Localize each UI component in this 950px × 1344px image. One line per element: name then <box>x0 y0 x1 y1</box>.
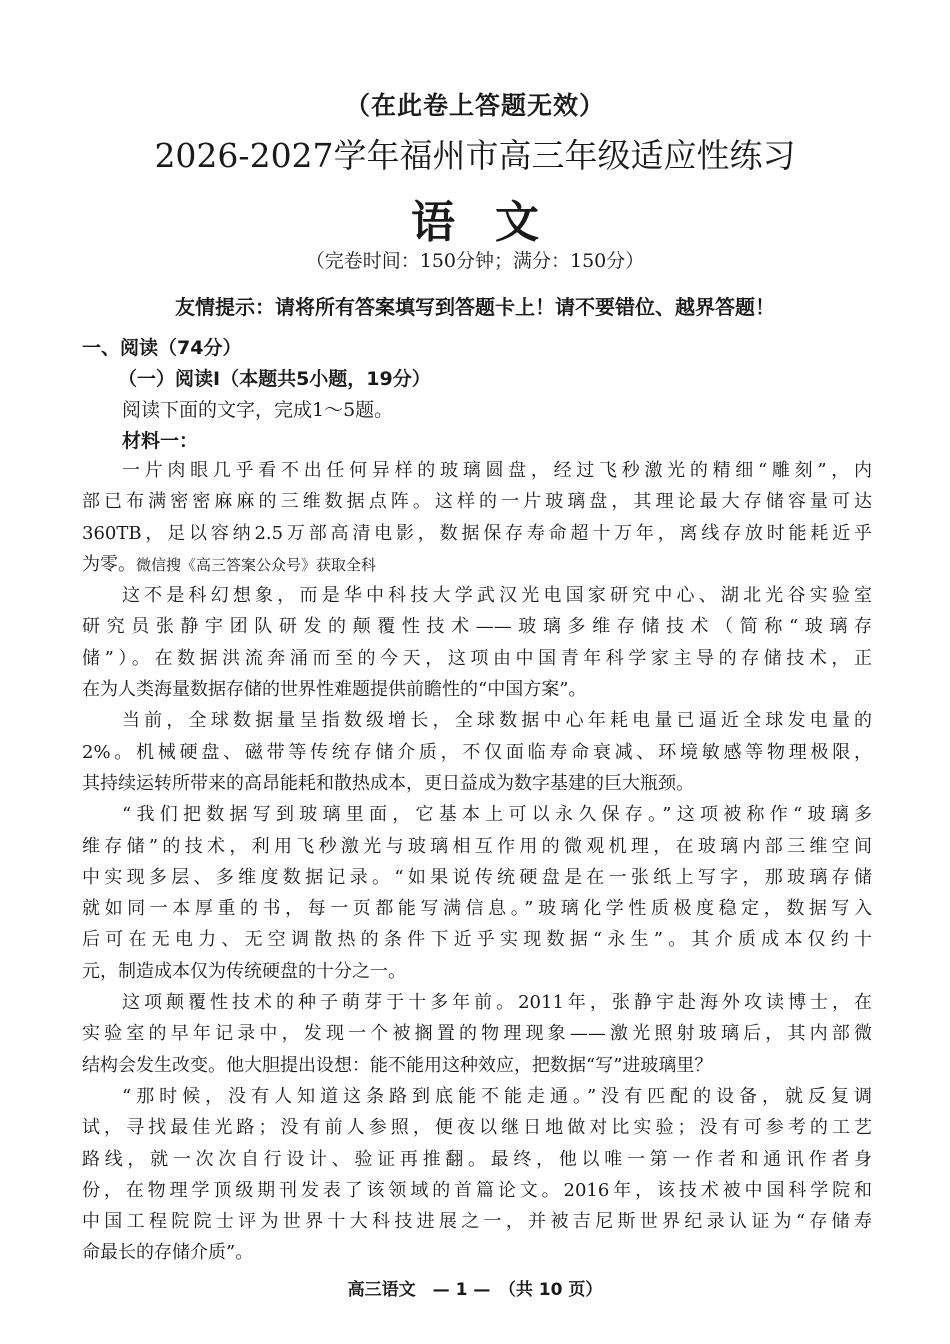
passage-line <box>82 1144 872 1175</box>
subject-title: 语文 <box>411 197 579 248</box>
passage-text: 实验室的早年记录中，发现一个被搁置的物理现象——激光照射玻璃后，其内部微 <box>82 1023 872 1045</box>
passage-text: 这不是科幻想象，而是华中科技大学武汉光电国家研究中心、湖北光谷实验室 <box>122 585 872 607</box>
passage-line <box>82 1237 872 1268</box>
passage-line <box>82 486 872 517</box>
exam-title: 2026-2027学年福州市高三年级适应性练习 <box>154 136 796 175</box>
friendly-tip: 友情提示：请将所有答案填写到答题卡上！请不要错位、越界答题！ <box>175 295 775 319</box>
passage-line <box>82 611 872 642</box>
reading-instruction: 阅读下面的文字，完成1～5题。 <box>122 399 394 421</box>
passage-text: 这项颠覆性技术的种子萌芽于十多年前。2011年，张静宇赴海外攻读博士，在 <box>122 992 872 1014</box>
passage-line <box>82 580 872 611</box>
passage-line <box>82 1175 872 1206</box>
passage-line <box>82 924 872 955</box>
passage-text: 命最长的存储介质”。 <box>82 1242 254 1264</box>
passage-text: 2%。机械硬盘、磁带等传统存储介质，不仅面临寿命衰减、环境敏感等物理极限， <box>82 741 872 763</box>
passage-text: 为零。 <box>82 553 136 575</box>
passage-line <box>82 987 872 1018</box>
passage-text: 维存储”的技术，利用飞秒激光与玻璃相互作用的微观机理，在玻璃内部三维空间 <box>82 835 872 857</box>
passage-line <box>82 737 872 768</box>
passage-text: 中国工程院院士评为世界十大科技进展之一，并被吉尼斯世界纪录认证为“存储寿 <box>82 1211 872 1233</box>
passage-text: 360TB，足以容纳2.5万部高清电影，数据保存寿命超十万年，离线存放时能耗近乎 <box>82 522 872 544</box>
passage-text: 份，在物理学顶级期刊发表了该领域的首篇论文。2016年，该技术被中国科学院和 <box>82 1179 872 1201</box>
passage-text: 就如同一本厚重的书，每一页都能写满信息。”玻璃化学性质极度稳定，数据写入 <box>82 898 872 920</box>
passage-text: 研究员张静宇团队研发的颠覆性技术——玻璃多维存储技术（简称“玻璃存 <box>82 616 872 638</box>
passage-text: 当前，全球数据量呈指数级增长，全球数据中心年耗电量已逼近全球发电量的 <box>122 710 872 732</box>
subsection-heading: （一）阅读Ⅰ（本题共5小题，19分） <box>118 368 431 390</box>
invalid-answer-notice: （在此卷上答题无效） <box>344 91 605 120</box>
material-label: 材料一： <box>122 430 199 452</box>
section-heading: 一、阅读（74分） <box>82 337 242 359</box>
passage-line <box>82 1018 872 1049</box>
passage-text: 储”）。在数据洪流奔涌而至的今天，这项由中国青年科学家主导的存储技术，正 <box>82 647 872 669</box>
watermark-text: 微信搜《高三答案公众号》获取全科 <box>136 555 377 574</box>
passage-text: 一片肉眼几乎看不出任何异样的玻璃圆盘，经过飞秒激光的精细“雕刻”，内 <box>122 460 872 481</box>
passage-text: 后可在无电力、无空调散热的条件下近乎实现数据“永生”。其介质成本仅约十 <box>82 929 872 951</box>
passage-line <box>82 1112 872 1143</box>
passage-text: 结构会发生改变。他大胆提出设想：能不能用这种效应，把数据“写”进玻璃里？ <box>82 1054 713 1076</box>
exam-time-info: （完卷时间：150分钟；满分：150分） <box>305 250 645 272</box>
passage-line <box>82 1050 872 1081</box>
passage-line <box>82 1206 872 1237</box>
passage-line <box>82 455 872 486</box>
passage-text: 试，寻找最佳光路；没有前人参照，便夜以继日地做对比实验；没有可参考的工艺 <box>82 1117 872 1139</box>
passage-line <box>82 831 872 862</box>
passage-text: 元，制造成本仅为传统硬盘的十分之一。 <box>82 960 406 982</box>
passage-line <box>82 518 872 549</box>
passage-line <box>82 862 872 893</box>
page-footer: 高三语文 — 1 — （共 10 页） <box>347 1280 603 1300</box>
passage-text: 中实现多层、多维度数据记录。“如果说传统硬盘是在一张纸上写字，那玻璃存储 <box>82 866 872 888</box>
passage-line <box>82 643 872 674</box>
passage-text: 在为人类海量数据存储的世界性难题提供前瞻性的“中国方案”。 <box>82 679 587 701</box>
passage-text: 部已布满密密麻麻的三维数据点阵。这样的一片玻璃盘，其理论最大存储容量可达 <box>82 491 872 513</box>
passage-text: “我们把数据写到玻璃里面，它基本上可以永久保存。”这项被称作“玻璃多 <box>122 804 872 826</box>
passage-line <box>82 799 872 830</box>
passage-text: 其持续运转所带来的高昂能耗和散热成本，更日益成为数字基建的巨大瓶颈。 <box>82 772 694 794</box>
passage-line <box>82 956 872 987</box>
passage-text: “那时候，没有人知道这条路到底能不能走通。”没有匹配的设备，就反复调 <box>122 1085 872 1107</box>
passage-line <box>82 1081 872 1112</box>
passage-text: 路线，就一次次自行设计、验证再推翻。最终，他以唯一第一作者和通讯作者身 <box>82 1148 872 1170</box>
passage-line <box>82 768 872 799</box>
passage-line <box>82 893 872 924</box>
reading-passage <box>82 455 872 1269</box>
passage-line <box>82 705 872 736</box>
passage-line <box>82 549 872 580</box>
passage-line <box>82 674 872 705</box>
